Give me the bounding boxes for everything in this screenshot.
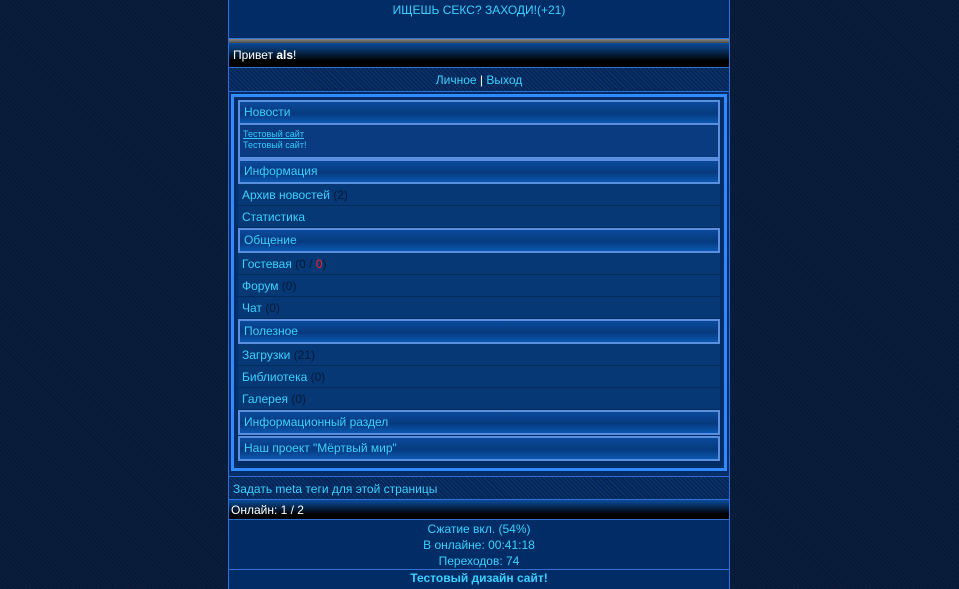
gallery-link[interactable]: Галерея (242, 392, 289, 406)
library-link[interactable]: Библиотека (242, 370, 308, 384)
statistics-link[interactable]: Статистика (242, 210, 306, 224)
news-item-title[interactable]: Тестовый сайт (243, 129, 304, 139)
meta-tags-bar (229, 476, 729, 500)
site-stats (229, 520, 729, 570)
menu-item-library (238, 366, 720, 388)
gallery-count: (0) (291, 392, 307, 406)
greeting-prefix: Привет (233, 48, 277, 62)
user-links-bar (229, 68, 729, 92)
downloads-link[interactable]: Загрузки (242, 348, 291, 362)
menu-item-forum (238, 275, 720, 297)
menu-item-statistics (238, 206, 720, 228)
greeting-bar (229, 43, 729, 68)
online-counter[interactable]: Онлайн: 1 / 2 (229, 500, 729, 520)
personal-link[interactable]: Личное (435, 73, 477, 87)
guestbook-count-new: 0 (315, 257, 323, 271)
guestbook-count-open: (0 / (295, 257, 316, 271)
username: als (276, 48, 294, 62)
menu-item-news-archive (238, 184, 720, 206)
links-separator: | (476, 73, 487, 87)
section-useful: Полезное (238, 319, 720, 344)
downloads-count: (21) (293, 348, 315, 362)
section-communication: Общение (238, 228, 720, 253)
forum-count: (0) (281, 279, 297, 293)
transitions-count: Переходов: 74 (438, 554, 520, 568)
meta-tags-link[interactable]: Задать meta теги для этой страницы (233, 482, 438, 496)
page-container (228, 0, 730, 589)
menu-item-chat (238, 297, 720, 319)
menu-item-guestbook (238, 253, 720, 275)
compression-status: Сжатие вкл. (54%) (427, 522, 531, 536)
guestbook-count (295, 257, 326, 271)
logout-link[interactable]: Выход (486, 73, 523, 87)
header (229, 0, 729, 39)
section-news: Новости (238, 100, 720, 125)
news-block (238, 125, 720, 159)
chat-count: (0) (265, 301, 280, 315)
library-count: (0) (310, 370, 326, 384)
forum-link[interactable]: Форум (242, 279, 279, 293)
menu-item-downloads (238, 344, 720, 366)
news-archive-count: (2) (333, 188, 348, 202)
main-menu (231, 94, 727, 471)
section-info: Информация (238, 159, 720, 184)
guestbook-link[interactable]: Гостевая (242, 257, 292, 271)
news-item-text: Тестовый сайт! (243, 140, 307, 150)
section-info-area[interactable]: Информационный раздел (238, 410, 720, 435)
chat-link[interactable]: Чат (242, 301, 262, 315)
banner-link[interactable]: ИЩЕШЬ СЕКС? ЗАХОДИ!(+21) (392, 3, 566, 17)
guestbook-count-close: ) (322, 257, 327, 271)
menu-item-gallery (238, 388, 720, 410)
greeting-suffix: ! (293, 48, 297, 62)
section-project[interactable]: Наш проект "Мёртвый мир" (238, 436, 720, 461)
online-time: В онлайне: 00:41:18 (423, 538, 535, 552)
footer-title: Тестовый дизайн сайт! (410, 571, 548, 585)
news-archive-link[interactable]: Архив новостей (242, 188, 330, 202)
